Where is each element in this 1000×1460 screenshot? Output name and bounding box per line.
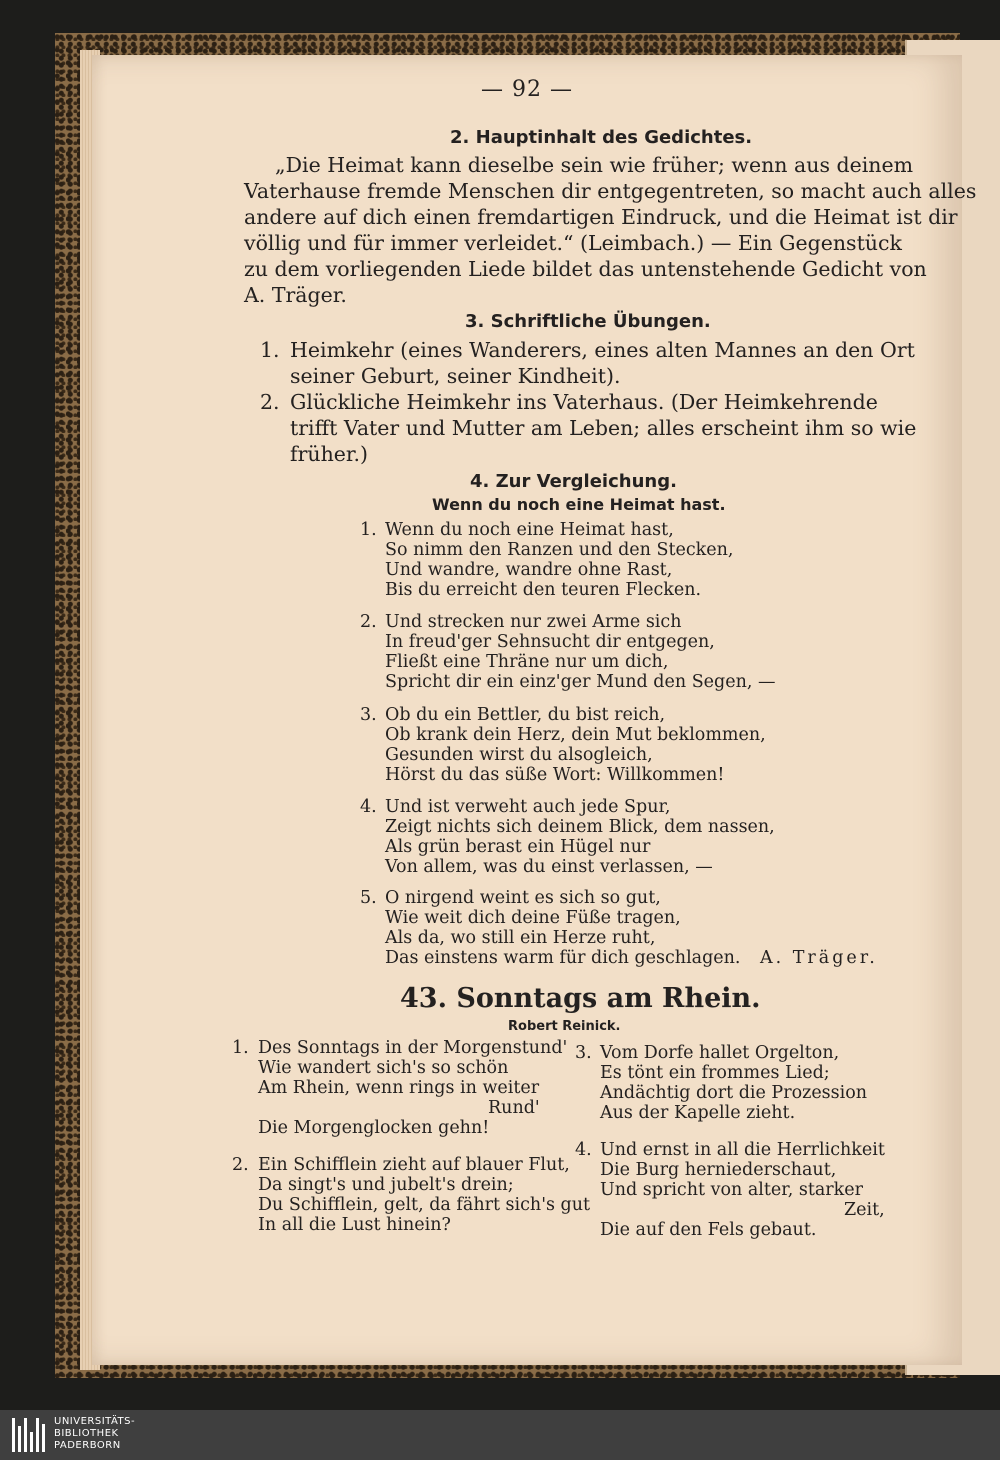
paragraph-line: „Die Heimat kann dieselbe sein wie früher; wenn aus deinem bbox=[275, 153, 914, 177]
poem-line: Und wandre, wandre ohne Rast, bbox=[385, 560, 673, 580]
stanza-number: 5. bbox=[360, 888, 377, 908]
library-name-line: BIBLIOTHEK bbox=[54, 1428, 119, 1439]
poem-line: Wie weit dich deine Füße tragen, bbox=[385, 908, 681, 928]
poem-title: Wenn du noch eine Heimat hast. bbox=[432, 495, 726, 514]
section-4-heading: 4. Zur Vergleichung. bbox=[470, 471, 677, 492]
poem-line: O nirgend weint es sich so gut, bbox=[385, 888, 661, 908]
poem-line: In all die Lust hinein? bbox=[258, 1215, 451, 1235]
poem-line: Das einstens warm für dich geschlagen. bbox=[385, 948, 741, 968]
poem-line: Zeigt nichts sich deinem Blick, dem nassen, bbox=[385, 817, 775, 837]
library-name-line: UNIVERSITÄTS- bbox=[54, 1416, 136, 1427]
poem-line: Spricht dir ein einz'ger Mund den Segen, — bbox=[385, 672, 776, 692]
poem-line: Du Schifflein, gelt, da fährt sich's gut bbox=[258, 1195, 591, 1215]
poem-line: Am Rhein, wenn rings in weiter bbox=[258, 1078, 540, 1098]
poem-line: Da singt's und jubelt's drein; bbox=[258, 1175, 514, 1195]
poem-line: Ob du ein Bettler, du bist reich, bbox=[385, 705, 666, 725]
poem-line: Ein Schifflein zieht auf blauer Flut, bbox=[258, 1155, 570, 1175]
poem-line: Fließt eine Thräne nur um dich, bbox=[385, 652, 669, 672]
poem-line: Die auf den Fels gebaut. bbox=[600, 1220, 817, 1240]
list-item-number: 1. bbox=[260, 338, 280, 362]
poem-line: Des Sonntags in der Morgenstund' bbox=[258, 1038, 568, 1058]
poem-line: Andächtig dort die Prozession bbox=[600, 1083, 868, 1103]
library-footer bbox=[0, 1410, 1000, 1460]
list-item-line: früher.) bbox=[290, 442, 368, 466]
paragraph-line: andere auf dich einen fremdartigen Eindruck, und die Heimat ist dir bbox=[244, 205, 958, 229]
poem-line: Hörst du das süße Wort: Willkommen! bbox=[385, 765, 725, 785]
paragraph-line: zu dem vorliegenden Liede bildet das untenstehende Gedicht von bbox=[244, 257, 927, 281]
stanza-number: 1. bbox=[360, 520, 377, 540]
poem-line: So nimm den Ranzen und den Stecken, bbox=[385, 540, 734, 560]
paragraph-line: völlig und für immer verleidet.“ (Leimbach.) — Ein Gegenstück bbox=[244, 231, 902, 255]
poem-line: Bis du erreicht den teuren Flecken. bbox=[385, 580, 702, 600]
poem-line: Als da, wo still ein Herze ruht, bbox=[385, 928, 656, 948]
poem-line: Und ernst in all die Herrlichkeit bbox=[600, 1140, 885, 1160]
poem-line: Und strecken nur zwei Arme sich bbox=[385, 612, 682, 632]
list-item-line: trifft Vater und Mutter am Leben; alles erscheint ihm so wie bbox=[290, 416, 917, 440]
poem-line: Gesunden wirst du alsogleich, bbox=[385, 745, 653, 765]
library-logo-icon bbox=[12, 1418, 48, 1452]
paragraph-line: Vaterhause fremde Menschen dir entgegentreten, so macht auch alles bbox=[244, 179, 977, 203]
poem-author: A. Träger. bbox=[760, 948, 878, 968]
section-3-heading: 3. Schriftliche Übungen. bbox=[465, 311, 711, 332]
list-item-line: Glückliche Heimkehr ins Vaterhaus. (Der Heimkehrende bbox=[290, 390, 878, 414]
library-name-line: PADERBORN bbox=[54, 1440, 121, 1451]
list-item-line: Heimkehr (eines Wanderers, eines alten Mannes an den Ort bbox=[290, 338, 915, 362]
stanza-number: 2. bbox=[360, 612, 377, 632]
stanza-number: 2. bbox=[232, 1155, 249, 1175]
poem-line: Vom Dorfe hallet Orgelton, bbox=[600, 1043, 840, 1063]
book-page bbox=[92, 55, 977, 1365]
section-2-heading: 2. Hauptinhalt des Gedichtes. bbox=[450, 127, 753, 148]
poem-line: Als grün berast ein Hügel nur bbox=[385, 837, 651, 857]
stanza-number: 1. bbox=[232, 1038, 249, 1058]
library-name bbox=[54, 1416, 135, 1452]
stanza-number: 4. bbox=[360, 797, 377, 817]
poem-line: Und ist verweht auch jede Spur, bbox=[385, 797, 671, 817]
stanza-number: 4. bbox=[575, 1140, 592, 1160]
poem-line: Die Burg herniederschaut, bbox=[600, 1160, 837, 1180]
poem-line: Wie wandert sich's so schön bbox=[258, 1058, 509, 1078]
page-number: — 92 — bbox=[481, 77, 573, 102]
stanza-number: 3. bbox=[575, 1043, 592, 1063]
poem-line: Zeit, bbox=[844, 1200, 885, 1220]
paragraph-line: A. Träger. bbox=[244, 283, 347, 307]
list-item-number: 2. bbox=[260, 390, 280, 414]
poem-line: Aus der Kapelle zieht. bbox=[600, 1103, 796, 1123]
poem-line: Es tönt ein frommes Lied; bbox=[600, 1063, 830, 1083]
poem-line: Und spricht von alter, starker bbox=[600, 1180, 863, 1200]
poem-43-author: Robert Reinick. bbox=[508, 1019, 621, 1034]
poem-line: Von allem, was du einst verlassen, — bbox=[385, 857, 713, 877]
poem-line: Rund' bbox=[488, 1098, 540, 1118]
poem-line: Ob krank dein Herz, dein Mut beklommen, bbox=[385, 725, 766, 745]
stanza-number: 3. bbox=[360, 705, 377, 725]
list-item-line: seiner Geburt, seiner Kindheit). bbox=[290, 364, 621, 388]
poem-line: Die Morgenglocken gehn! bbox=[258, 1118, 490, 1138]
poem-line: In freud'ger Sehnsucht dir entgegen, bbox=[385, 632, 715, 652]
poem-line: Wenn du noch eine Heimat hast, bbox=[385, 520, 674, 540]
poem-43-title: 43. Sonntags am Rhein. bbox=[400, 983, 761, 1014]
